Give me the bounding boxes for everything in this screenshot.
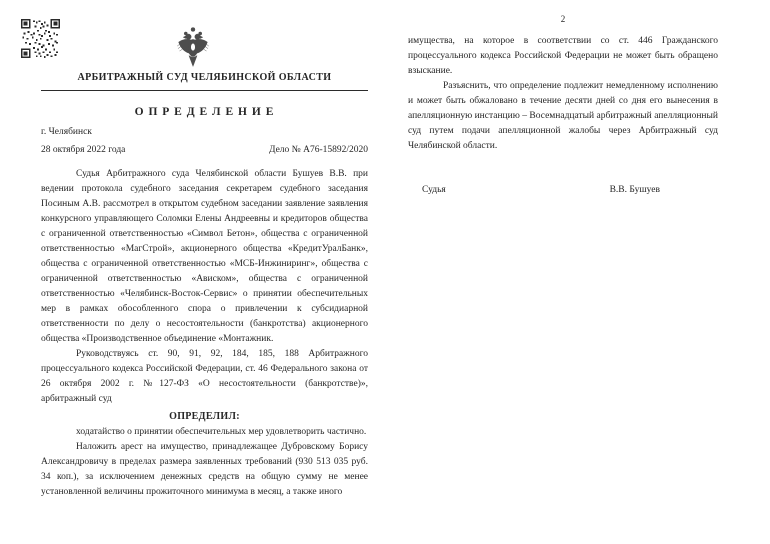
signature-row xyxy=(408,185,718,195)
paragraph: Руководствуясь ст. 90, 91, 92, 184, 185, 188 Арбитражного процессуального кодекса Российской Федерации, ст. 46 Федерального закона от 26 октября 2002 г. №127-ФЗ «О несостоятельности (банкротстве)», арбитражный суд xyxy=(41,349,368,404)
resolution-body xyxy=(41,425,368,500)
paragraph: Судья Арбитражного суда Челябинской области Бушуев В.В. при ведении протокола судебного заседания секретарем судебного заседания Посиным А.В. рассмотрел в открытом судебном заседании заявление заявления конкурсного управляющего Соломки Елены Андреевны и кредиторов общества с ограниченной ответственностью «Символ Бетон», общества с ограниченной ответственностью «МагСтрой», акционерного общества «КредитУралБанк», общества с ограниченной ответственностью «МСБ-Инжиниринг», общества с ограниченной ответственностью «Ависком», общества с ограниченной ответственностью «Челябинск-Восток-Сервис» о принятии обеспечительных мер в рамках обособленного спора о привлечении к субсидиарной ответственности по делу о несостоятельности (банкротства) акционерного общества «Производственное объединение «Монтажник. xyxy=(41,169,368,344)
paragraph: Разъяснить, что определение подлежит немедленному исполнению и может быть обжаловано в течение десяти дней со дня его вынесения в апелляционную инстанцию – Восемнадцатый арбитражный апелляционный суд путем подачи апелляционной жалобы через Арбитражный суд Челябинской области. xyxy=(408,81,718,151)
page1-content xyxy=(41,0,368,500)
paragraph: имущества, на которое в соответствии со ст. 446 Гражданского процессуального кодекса Российской Федерации не может быть обращено взыскание. xyxy=(408,36,718,76)
document-page-2 xyxy=(385,0,770,544)
paragraph: ходатайство о принятии обеспечительных мер удовлетворить частично. xyxy=(76,427,367,437)
city-line: г. Челябинск xyxy=(41,127,92,137)
header-rule xyxy=(41,90,368,91)
paragraph: Наложить арест на имущество, принадлежащее Дубровскому Борису Александровичу в пределах размера заявленных требований (930 513 035 руб. 34 коп.), за исключением денежных средств на общую сумму не менее установленной величины прожиточного минимума в месяц, а также иного xyxy=(41,442,368,497)
date-row xyxy=(41,145,368,155)
signature-name: В.В. Бушуев xyxy=(609,185,660,195)
document-date: 28 октября 2022 года xyxy=(41,145,126,155)
document-title: О П Р Е Д Е Л Е Н И Е xyxy=(134,106,275,118)
resolution-heading: ОПРЕДЕЛИЛ: xyxy=(169,411,240,422)
page1-body xyxy=(41,167,368,407)
case-number: Дело № А76-15892/2020 xyxy=(268,145,368,155)
page2-body xyxy=(408,34,718,154)
page-number: 2 xyxy=(560,14,566,24)
court-name: АРБИТРАЖНЫЙ СУД ЧЕЛЯБИНСКОЙ ОБЛАСТИ xyxy=(77,72,332,83)
page2-content xyxy=(408,0,718,195)
signature-role: Судья xyxy=(422,185,446,195)
